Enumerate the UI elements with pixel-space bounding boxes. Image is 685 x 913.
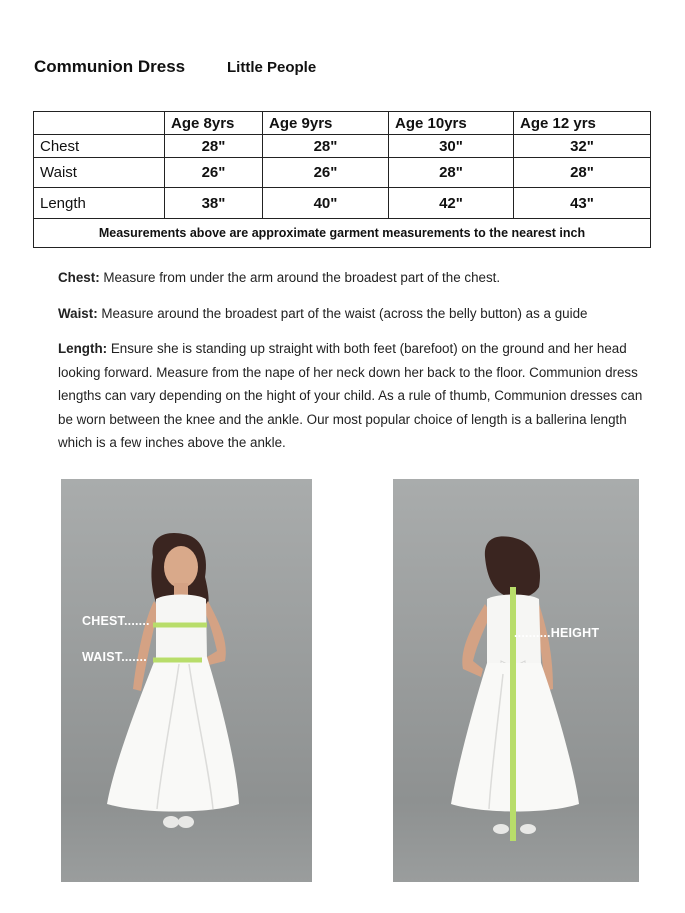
length-label: Length:: [58, 341, 108, 356]
column-header: [34, 112, 165, 135]
table-note-row: [34, 219, 651, 248]
measurement-note: Measurements above are approximate garment measurements to the nearest inch: [34, 219, 651, 248]
length-instruction: [58, 337, 648, 455]
table-cell: 26": [263, 158, 389, 188]
waist-callout: WAIST.......: [82, 650, 147, 664]
front-model-illustration: [61, 479, 312, 882]
table-cell: 38": [165, 188, 263, 219]
column-header: Age 8yrs: [165, 112, 263, 135]
table-header-row: [34, 112, 651, 135]
height-callout: ..........HEIGHT: [514, 626, 600, 640]
table-cell: 26": [165, 158, 263, 188]
back-model-illustration: [393, 479, 639, 882]
measuring-guide: [58, 266, 648, 467]
table-cell: 42": [389, 188, 514, 219]
table-cell: 30": [389, 135, 514, 158]
table-cell: 28": [263, 135, 389, 158]
row-label: Length: [34, 188, 165, 219]
waist-text: Measure around the broadest part of the waist (across the belly button) as a guide: [97, 305, 588, 321]
chest-callout: CHEST.......: [82, 614, 150, 628]
table-cell: 32": [514, 135, 651, 158]
column-header: Age 10yrs: [389, 112, 514, 135]
back-view-photo: [393, 479, 639, 882]
size-chart-table: [33, 111, 651, 248]
chest-instruction: [58, 266, 648, 290]
table-row: [34, 135, 651, 158]
row-label: Waist: [34, 158, 165, 188]
table-cell: 40": [263, 188, 389, 219]
column-header: Age 9yrs: [263, 112, 389, 135]
chest-label: Chest:: [58, 270, 100, 285]
table-row: [34, 158, 651, 188]
length-text: Ensure she is standing up straight with both feet (barefoot) on the ground and her head looking forward. Measure from the nape of her neck down her back to the floor. Communion dress lengths can vary depending on the hight of your child. As a rule of thumb, Communion dresses can be worn between the knee and the ankle. Our most popular choice of length is a ballerina length which is a few inches above the ankle.: [58, 341, 643, 450]
table-cell: 43": [514, 188, 651, 219]
front-view-photo: [61, 479, 312, 882]
waist-label: Waist:: [58, 305, 98, 321]
chest-text: Measure from under the arm around the broadest part of the chest.: [99, 270, 501, 285]
row-label: Chest: [34, 135, 165, 158]
table-row: [34, 188, 651, 219]
column-header: Age 12 yrs: [514, 112, 651, 135]
waist-instruction: [58, 302, 648, 326]
table-cell: 28": [165, 135, 263, 158]
brand-name: Little People: [227, 59, 317, 76]
table-cell: 28": [514, 158, 651, 188]
page-title: Communion Dress: [34, 57, 186, 76]
table-cell: 28": [389, 158, 514, 188]
